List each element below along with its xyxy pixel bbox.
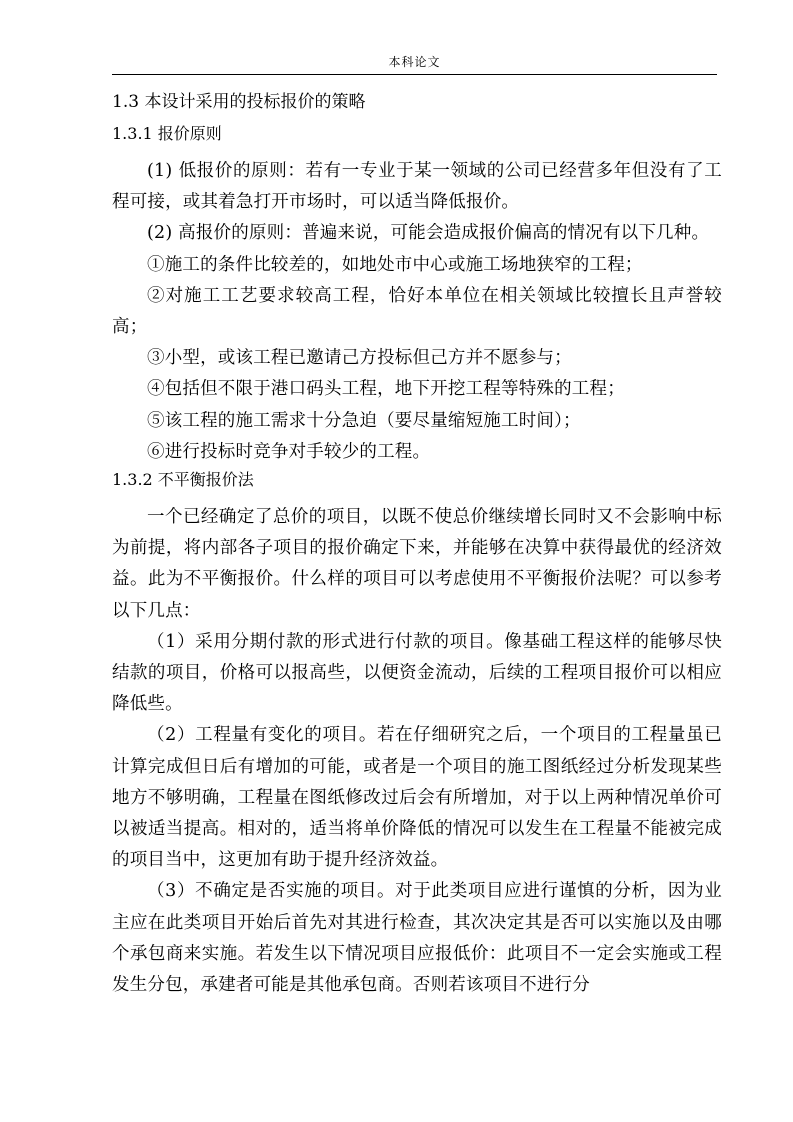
list-item: ⑤该工程的施工需求十分急迫（要尽量缩短施工时间）；: [147, 410, 581, 431]
paragraph-high-price: (2) 高报价的原则：普遍来说，可能会造成报价偏高的情况有以下几种。: [147, 223, 710, 244]
page-header: 本科论文: [388, 55, 441, 69]
paragraph-uncertain-items: （3）不确定是否实施的项目。对于此类项目应进行谨慎的分析，因为业主应在此类项目开始后首先对其进行检查，其次决定其是否可以实施以及由哪个承包商来实施。若发生以下情况项目应报低价：此项目不一定会实施或工程发生分包，承建者可能是其他承包商。否则若该项目不进行分: [112, 881, 722, 996]
list-item: ①施工的条件比较差的，如地处市中心或施工场地狭窄的工程；: [147, 254, 643, 275]
subsection-heading-1-3-2: 1.3.2 不平衡报价法: [112, 470, 254, 490]
paragraph-installment: （1）采用分期付款的形式进行付款的项目。像基础工程这样的能够尽快结款的项目，价格可以报高些，以便资金流动，后续的工程项目报价可以相应降低些。: [112, 631, 722, 715]
subsection-heading-1-3-1: 1.3.1 报价原则: [112, 124, 222, 143]
paragraph-quantity-change: （2）工程量有变化的项目。若在仔细研究之后，一个项目的工程量虽已计算完成但日后有增加的可能，或者是一个项目的施工图纸经过分析发现某些地方不够明确，工程量在图纸修改过后会有所增加，对于以上两种情况单价可以被适当提高。相对的，适当将单价降低的情况可以发生在工程量不能被完成的项目当中，这更加有助于提升经济效益。: [112, 725, 722, 871]
paragraph-low-price: (1) 低报价的原则：若有一专业于某一领域的公司已经营多年但没有了工程可接，或其着急打开市场时，可以适当降低报价。: [112, 161, 722, 213]
list-item: ⑥进行投标时竞争对手较少的工程。: [147, 441, 431, 462]
list-item: ③小型，或该工程已邀请己方投标但己方并不愿参与；: [147, 348, 572, 369]
list-item: ②对施工工艺要求较高工程，恰好本单位在相关领域比较擅长且声誉较高；: [112, 285, 722, 338]
list-item: ④包括但不限于港口码头工程，地下开挖工程等特殊的工程；: [147, 379, 625, 400]
document-body: [112, 92, 722, 1001]
header-rule: [112, 74, 717, 75]
section-heading: 1.3 本设计采用的投标报价的策略: [112, 92, 366, 112]
paragraph-unbalanced-intro: 一个已经确定了总价的项目，以既不使总价继续增长同时又不会影响中标为前提，将内部各子项目的报价确定下来，并能够在决算中获得最优的经济效益。此为不平衡报价。什么样的项目可以考虑使用不平衡报价法呢？可以参考以下几点：: [112, 507, 722, 621]
